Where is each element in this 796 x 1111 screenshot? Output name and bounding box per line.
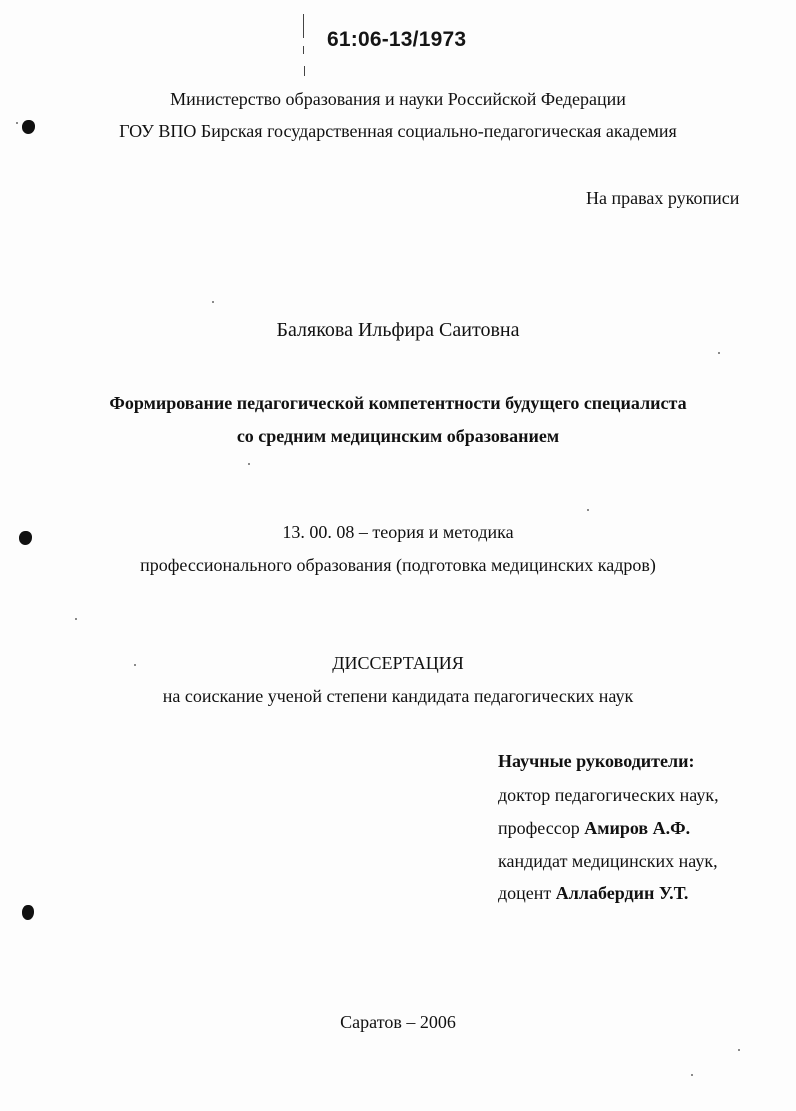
scan-line-top — [303, 14, 304, 38]
supervisor1-title: профессор — [498, 818, 580, 838]
author-name: Балякова Ильфира Саитовна — [276, 319, 520, 341]
supervisor1-line — [498, 818, 690, 839]
supervisor2-line — [498, 883, 688, 904]
rights-note: На правах рукописи — [586, 188, 740, 208]
scan-line-low — [304, 66, 305, 76]
scan-speck — [248, 463, 250, 465]
thesis-title-line2: со средним медицинским образованием — [236, 426, 560, 446]
scan-speck — [587, 509, 589, 511]
supervisor2-title: доцент — [498, 883, 552, 903]
institution-line: ГОУ ВПО Бирская государственная социально-педагогическая академия — [119, 121, 677, 141]
supervisor1-degree: доктор педагогических наук, — [498, 785, 719, 805]
scan-speck — [691, 1074, 693, 1076]
scan-speck — [738, 1049, 740, 1051]
ministry-line: Министерство образования и науки Российской Федерации — [170, 89, 626, 109]
work-type: ДИССЕРТАЦИЯ — [332, 653, 464, 673]
archive-stamp: 61:06-13/1973 — [327, 28, 467, 51]
city-year: Саратов – 2006 — [340, 1012, 456, 1032]
scan-speck — [75, 618, 77, 620]
scan-speck — [212, 301, 214, 303]
supervisor2-name: Аллабердин У.Т. — [555, 883, 689, 903]
supervisor1-name: Амиров А.Ф. — [584, 818, 691, 838]
scan-speck — [718, 352, 720, 354]
supervisors-heading: Научные руководители: — [498, 751, 695, 771]
supervisor2-degree: кандидат медицинских наук, — [498, 851, 718, 871]
specialty-line1: 13. 00. 08 – теория и методика — [282, 522, 514, 542]
degree-line: на соискание ученой степени кандидата педагогических наук — [162, 686, 634, 706]
specialty-line2: профессионального образования (подготовка медицинских кадров) — [140, 555, 656, 575]
thesis-title-line1: Формирование педагогической компетентности будущего специалиста — [109, 393, 687, 413]
scan-line-mid — [303, 46, 304, 54]
punch-hole-icon — [22, 905, 34, 920]
